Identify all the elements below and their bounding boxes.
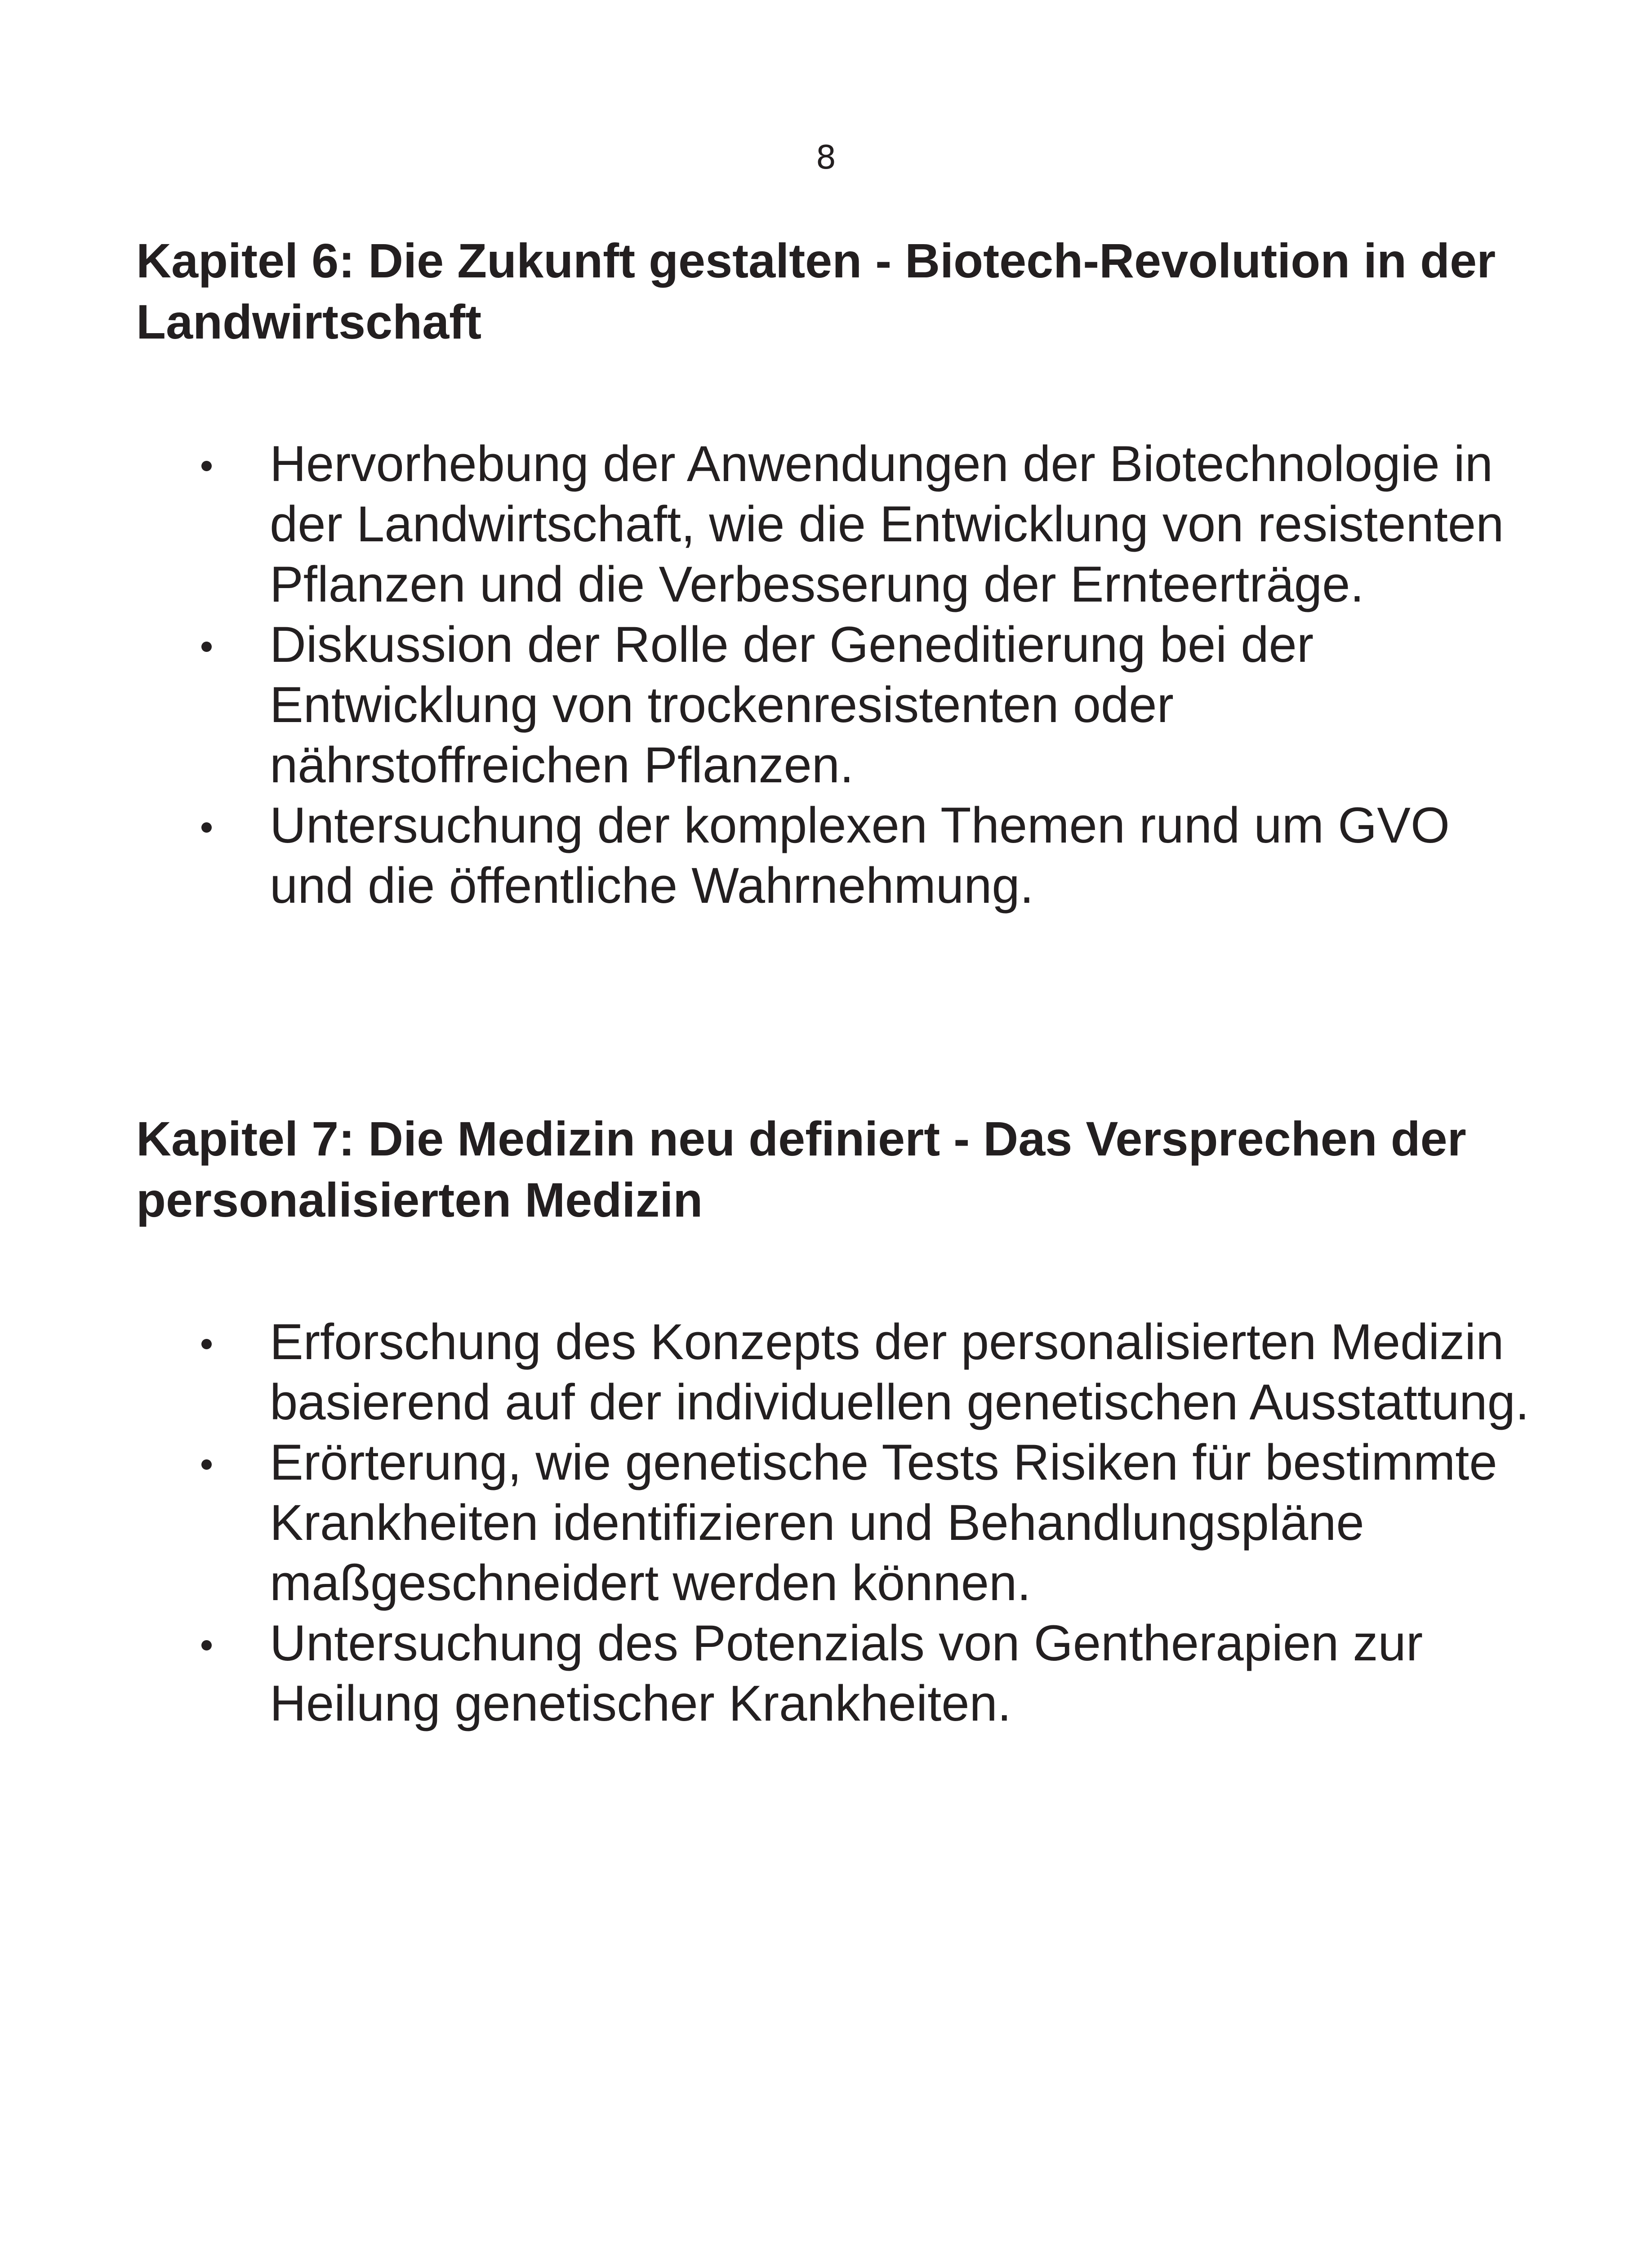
bullet-icon (201, 642, 212, 652)
list-item-text: Hervorhebung der Anwendungen der Biotechnologie in der Landwirtschaft, wie die Entwicklung von resistenten Pflanzen und die Verbesserung der Ernteerträge. (270, 436, 1504, 612)
bullet-icon (201, 1339, 212, 1349)
bullet-icon (201, 1459, 212, 1470)
chapter-7-bullet-list (136, 1312, 1539, 1734)
list-item-text: Diskussion der Rolle der Geneditierung bei der Entwicklung von trockenresistenten oder nährstoffreichen Pflanzen. (270, 616, 1314, 793)
list-item (136, 1312, 1539, 1432)
chapter-7-section (136, 1108, 1539, 1734)
bullet-icon (201, 461, 212, 471)
chapter-6-bullet-list (136, 434, 1539, 916)
bullet-icon (201, 1640, 212, 1650)
bullet-icon (201, 822, 212, 833)
list-item (136, 1613, 1539, 1734)
list-item (136, 1432, 1539, 1613)
chapter-7-title: Kapitel 7: Die Medizin neu definiert - Das Versprechen der personalisierten Medizin (136, 1111, 1466, 1227)
list-item (136, 615, 1539, 795)
chapter-6-section (136, 230, 1539, 916)
list-item-text: Untersuchung der komplexen Themen rund um GVO und die öffentliche Wahrnehmung. (270, 797, 1450, 914)
chapter-6-title: Kapitel 6: Die Zukunft gestalten - Biotech-Revolution in der Landwirtschaft (136, 233, 1496, 349)
list-item-text: Erörterung, wie genetische Tests Risiken für bestimmte Krankheiten identifizieren und Behandlungspläne maßgeschneidert werden können. (270, 1434, 1497, 1611)
list-item (136, 434, 1539, 615)
list-item-text: Untersuchung des Potenzials von Gentherapien zur Heilung genetischer Krankheiten. (270, 1615, 1423, 1731)
list-item (136, 795, 1539, 916)
list-item-text: Erforschung des Konzepts der personalisierten Medizin basierend auf der individuellen genetischen Ausstattung. (270, 1314, 1529, 1430)
page-number: 8 (815, 138, 837, 176)
